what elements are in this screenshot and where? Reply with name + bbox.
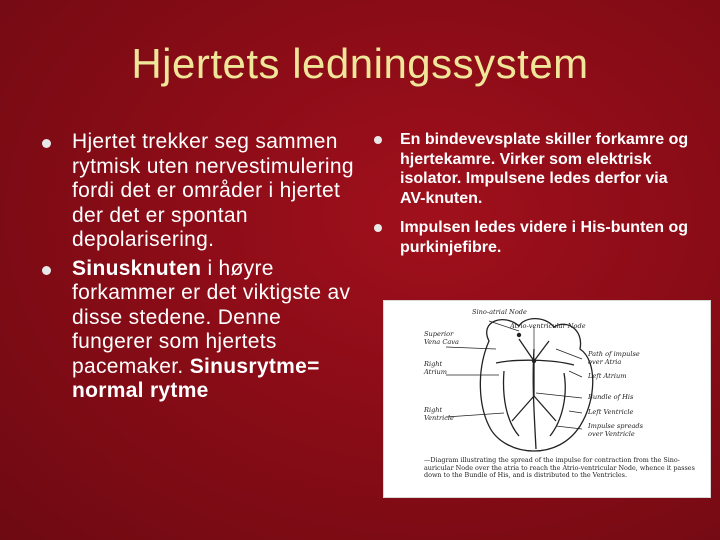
- right-bullet-2-text: Impulsen ledes videre i His-bunten og purkinjefibre.: [400, 219, 689, 256]
- diagram-caption: —Diagram illustrating the spread of the impulse for contraction from the Sino-auricular Node over the atria to reach the Atrio-ventricular Node, whence it passes down to the Bundle of His, and is distributed to the Ventricles.: [424, 456, 695, 480]
- label-impulse-spreads: Impulse spreads over Ventricle: [588, 422, 644, 438]
- label-bundle-of-his: Bundle of His: [588, 393, 634, 401]
- bullet-dot-icon: [374, 136, 382, 144]
- left-column: [40, 130, 360, 408]
- bullet-dot-icon: [374, 224, 382, 232]
- right-bullet-1: [372, 130, 692, 208]
- left-bullet-2: [40, 257, 360, 404]
- left-bullet-2-bold-2: Sinusrytme= normal rytme: [72, 354, 320, 402]
- bullet-dot-icon: [42, 266, 51, 275]
- right-bullet-1-text: En bindevevsplate skiller forkamre og hjertekamre. Virker som elektrisk isolator. Impulsene ledes derfor via AV-knuten.: [400, 131, 689, 207]
- label-right-atrium: Right Atrium: [424, 360, 448, 376]
- heart-conduction-diagram: [383, 300, 711, 498]
- left-bullet-2-bold-1: Sinusknuten: [72, 256, 202, 280]
- slide-title: Hjertets ledningssystem: [131, 40, 589, 87]
- label-path-of-impulse: Path of impulse over Atria: [588, 350, 640, 366]
- bullet-dot-icon: [42, 139, 51, 148]
- label-left-ventricle: Left Ventricle: [588, 408, 634, 416]
- left-bullet-1: [40, 130, 360, 253]
- label-right-ventricle: Right Ventricle: [424, 406, 454, 422]
- right-bullet-2: [372, 218, 692, 257]
- label-superior-vena-cava: Superior Vena Cava: [424, 330, 459, 346]
- label-left-atrium: Left Atrium: [588, 372, 627, 380]
- right-column: [372, 130, 692, 267]
- left-bullet-2-text: i høyre forkammer er det viktigste av disse stedene. Denne fungerer som hjertets pacemaker.: [72, 256, 351, 378]
- label-atrio-ventricular-node: Atrio-ventricular Node: [510, 322, 586, 330]
- left-bullet-1-text: Hjertet trekker seg sammen rytmisk uten nervestimulering fordi det er områder i hjertet der det er spontan depolarisering.: [72, 130, 354, 251]
- label-sino-atrial-node: Sino-atrial Node: [472, 308, 527, 316]
